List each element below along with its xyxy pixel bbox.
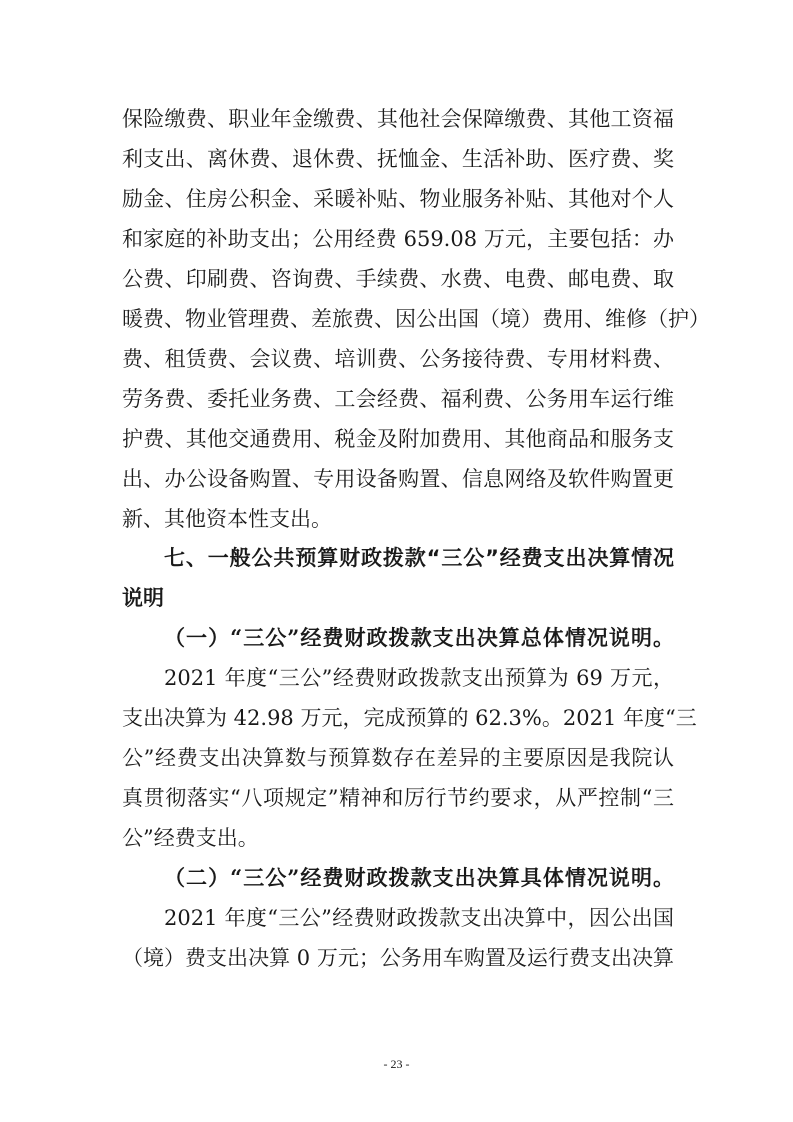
paragraph-line: 真贯彻落实“八项规定”精神和厉行节约要求，从严控制“三 [122,786,674,810]
paragraph-line: 保险缴费、职业年金缴费、其他社会保障缴费、其他工资福 [122,107,674,131]
section-heading: 七、一般公共预算财政拨款“三公”经费支出决算情况 [164,546,674,570]
page-number: - 23 - [383,1057,410,1071]
subsection-title: （一）“三公”经费财政拨款支出决算总体情况说明。 [164,625,674,650]
paragraph-line: 公”经费支出。 [122,826,259,850]
paragraph-line: 公费、印刷费、咨询费、手续费、水费、电费、邮电费、取 [122,267,674,291]
paragraph-line: 2021 年度“三公”经费财政拨款支出预算为 69 万元， [164,666,674,690]
section-heading-cont: 说明 [122,586,164,610]
paragraph-line: 劳务费、委托业务费、工会经费、福利费、公务用车运行维 [122,387,674,411]
paragraph-line: 出、办公设备购置、专用设备购置、信息网络及软件购置更 [122,467,674,491]
subsection-title: （二）“三公”经费财政拨款支出决算具体情况说明。 [164,865,674,890]
paragraph-line: 利支出、离休费、退休费、抚恤金、生活补助、医疗费、奖 [122,147,674,171]
paragraph-line: 新、其他资本性支出。 [122,507,332,531]
paragraph-line: （境）费支出决算 0 万元；公务用车购置及运行费支出决算 [122,946,674,970]
paragraph-line: 公”经费支出决算数与预算数存在差异的主要原因是我院认 [122,746,674,770]
paragraph-line: 2021 年度“三公”经费财政拨款支出决算中，因公出国 [164,906,674,930]
paragraph-line: 和家庭的补助支出；公用经费 659.08 万元，主要包括：办 [122,227,674,251]
paragraph-line: 费、租赁费、会议费、培训费、公务接待费、专用材料费、 [122,347,674,371]
paragraph-line: 支出决算为 42.98 万元，完成预算的 62.3%。2021 年度“三 [122,706,697,730]
paragraph-line: 护费、其他交通费用、税金及附加费用、其他商品和服务支 [122,427,674,451]
paragraph-line: 励金、住房公积金、采暖补贴、物业服务补贴、其他对个人 [122,187,674,211]
paragraph-line: 暖费、物业管理费、差旅费、因公出国（境）费用、维修（护） [122,307,710,331]
